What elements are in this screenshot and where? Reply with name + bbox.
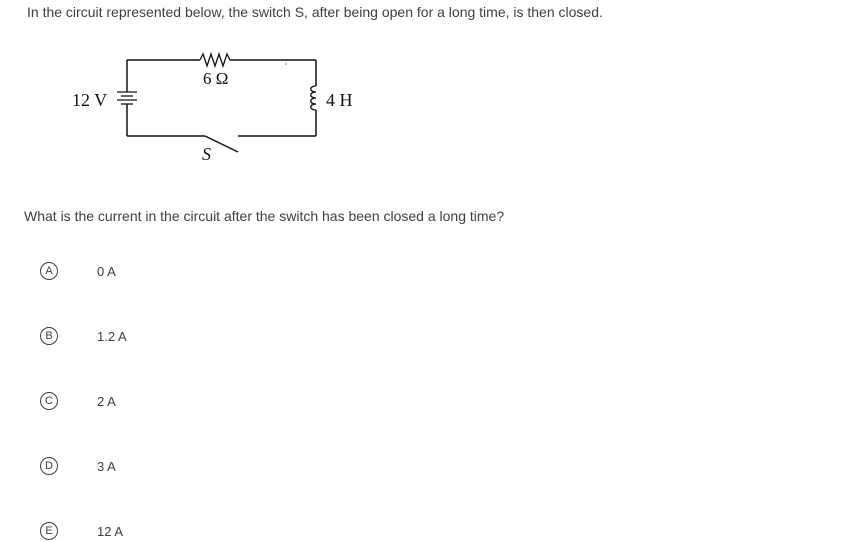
option-text-c: 2 A [97,393,116,409]
option-letter-e: E [40,522,58,540]
option-text-a: 0 A [97,263,116,279]
option-c[interactable] [40,390,340,412]
question-prompt: What is the current in the circuit after the switch has been closed a long time? [24,208,505,224]
option-b[interactable] [40,325,340,347]
option-text-b: 1.2 A [97,328,127,344]
question-stem: In the circuit represented below, the switch S, after being open for a long time, is then closed. [27,4,603,20]
option-letter-a: A [40,262,58,280]
battery-symbol [117,92,137,104]
inductor-symbol [311,86,316,110]
option-letter-c: C [40,392,58,410]
option-d[interactable] [40,455,340,477]
battery-label: 12 V [72,90,108,110]
option-e[interactable] [40,520,340,542]
option-letter-b: B [40,327,58,345]
option-text-e: 12 A [97,523,124,539]
resistor-symbol [200,54,230,66]
resistor-label: 6 Ω [203,69,229,88]
option-text-d: 3 A [97,458,116,474]
option-a[interactable] [40,260,340,282]
inductor-label: 4 H [326,90,353,110]
option-letter-d: D [40,457,58,475]
switch-label: S [202,144,211,164]
circuit-diagram [60,44,380,174]
